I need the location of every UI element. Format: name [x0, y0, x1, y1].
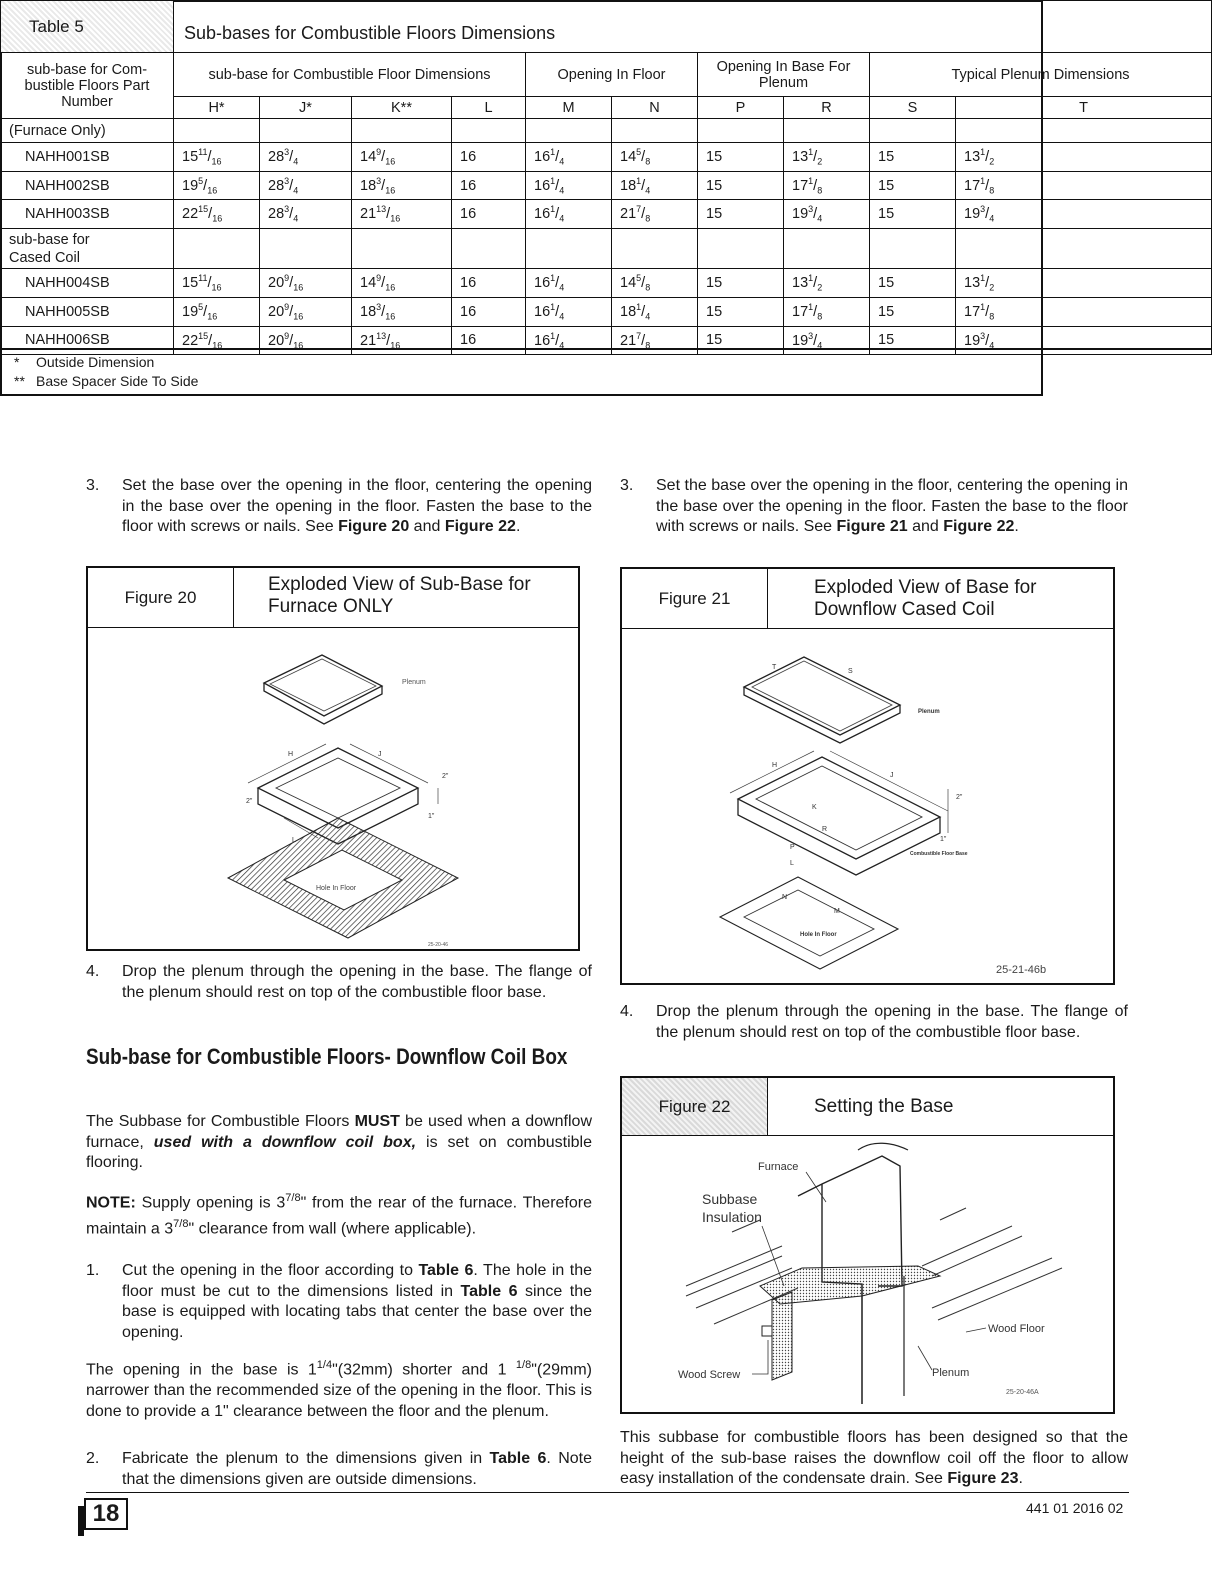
dimension-cell: $14^9/_{16}$ [352, 143, 452, 172]
col-letter: K** [352, 97, 452, 119]
figure-20 [86, 566, 580, 951]
fig20-hole-label: Hole In Floor [316, 885, 357, 892]
dimension-cell: $16^1/_4$ [526, 297, 612, 326]
figure-22-drawing [622, 1136, 1113, 1412]
figure-21-ref[interactable]: Figure 21 [836, 518, 908, 536]
header-plenum: Typical Plenum Dimensions [870, 53, 1212, 97]
dimension-cell: 15 [870, 269, 956, 298]
svg-text:2": 2" [956, 794, 963, 801]
left-paragraph-1: The Subbase for Combustible Floors MUST be used when a downflow furnace, used with a downflow coil box, is set on combustible flooring. [86, 1113, 593, 1172]
fig22-insulation-label: Insulation [702, 1209, 762, 1225]
figure-20-title: Exploded View of Sub-Base for Furnace ONLY [268, 574, 531, 617]
left-step-3: 3. Set the base over the opening in the floor, centering the opening in the base over the opening in the floor. Fasten the base to the floor with screws or nails. See Figure 20 and Figure 22. [86, 477, 592, 536]
dimension-cell: $19^5/_{16}$ [174, 297, 260, 326]
svg-text:J: J [890, 772, 894, 779]
dimension-cell: $14^9/_{16}$ [352, 269, 452, 298]
dimension-cell: $14^5/_8$ [612, 269, 698, 298]
svg-text:M: M [834, 908, 840, 915]
fig22-woodscrew-label: Wood Screw [678, 1369, 741, 1381]
fig22-plenum-label: Plenum [932, 1367, 970, 1379]
dimension-cell: $21^7/_8$ [612, 326, 698, 355]
dimension-cell: $19^3/_4$ [784, 200, 870, 229]
dimension-cell: $16^1/_4$ [526, 326, 612, 355]
figure-21 [620, 567, 1115, 985]
fig21-plenum-label: Plenum [918, 709, 940, 715]
fig22-woodfloor-label: Wood Floor [988, 1323, 1045, 1335]
dimension-cell: $20^9/_{16}$ [260, 326, 352, 355]
fig22-code: 25-20-46A [1006, 1389, 1039, 1396]
figure-23-ref[interactable]: Figure 23 [947, 1470, 1019, 1488]
header-part-number: sub-base for Com- bustible Floors Part Number [1, 53, 174, 119]
dimension-cell: $16^1/_4$ [526, 269, 612, 298]
table-footnotes [0, 348, 1212, 391]
dimension-cell: 16 [452, 269, 526, 298]
part-number-cell: NAHH005SB [1, 297, 174, 326]
dimension-cell: 15 [870, 326, 956, 355]
dimension-cell: $19^3/_4$ [784, 326, 870, 355]
dimension-cell: 16 [452, 143, 526, 172]
svg-text:K: K [812, 804, 817, 811]
col-letter: N [612, 97, 698, 119]
figure-21-title: Exploded View of Base for Downflow Cased Coil [814, 577, 1037, 620]
right-paragraph: This subbase for combustible floors has been designed so that the height of the sub-base raises the downflow coil off the floor to allow easy installation of the condensate drain. See Figure 23. [620, 1429, 1128, 1488]
dimension-cell: 16 [452, 200, 526, 229]
dimension-cell: $16^1/_4$ [526, 200, 612, 229]
figure-21-label: Figure 21 [622, 569, 768, 628]
svg-text:2": 2" [246, 798, 253, 805]
svg-text:1": 1" [428, 813, 435, 820]
fig21-hole-label: Hole In Floor [800, 932, 837, 938]
dimension-cell: 15 [870, 297, 956, 326]
dimension-cell: $13^1/_2$ [956, 143, 1212, 172]
dimension-cell: $14^5/_8$ [612, 143, 698, 172]
section-cased-coil: sub-base for Cased Coil [1, 229, 174, 269]
svg-text:P: P [790, 844, 795, 851]
figure-22-title: Setting the Base [814, 1096, 954, 1117]
fig21-code: 25-21-46b [996, 964, 1047, 976]
col-letter: T [956, 97, 1212, 119]
col-letter: M [526, 97, 612, 119]
col-letter: L [452, 97, 526, 119]
figure-20-drawing [88, 628, 578, 948]
header-combustible-dims: sub-base for Combustible Floor Dimensions [174, 53, 526, 97]
svg-text:2": 2" [442, 773, 449, 780]
header-opening-floor: Opening In Floor [526, 53, 698, 97]
dimension-cell: $16^1/_4$ [526, 143, 612, 172]
document-number: 441 01 2016 02 [1026, 1500, 1124, 1516]
dimension-cell: 15 [698, 143, 784, 172]
fig20-code: 25-20-46 [428, 942, 449, 948]
figure-20-label: Figure 20 [88, 568, 234, 627]
table-6-ref[interactable]: Table 6 [418, 1262, 474, 1279]
col-letter: S [870, 97, 956, 119]
col-letter: J* [260, 97, 352, 119]
table-rows-furnace [1, 143, 1212, 229]
table-row [1, 297, 1212, 326]
dimension-cell: $13^1/_2$ [784, 269, 870, 298]
dimension-cell: 15 [698, 297, 784, 326]
left-note: NOTE: Supply opening is $3^{7/8}$" from the rear of the furnace. Therefore maintain a $3^{7/8}$" clearance from wall (where applicable). [86, 1192, 592, 1238]
dimension-cell: 15 [870, 200, 956, 229]
fig22-furnace-label: Furnace [758, 1161, 799, 1173]
part-number-cell: NAHH003SB [1, 200, 174, 229]
dimension-cell: $19^5/_{16}$ [174, 171, 260, 200]
fig20-plenum-label: Plenum [402, 679, 426, 686]
dimension-cell: $20^9/_{16}$ [260, 269, 352, 298]
dimension-cell: $21^{13}/_{16}$ [352, 326, 452, 355]
dimension-cell: $21^7/_8$ [612, 200, 698, 229]
table-label: Table 5 [1, 1, 174, 53]
dimension-cell: $17^1/_8$ [956, 297, 1212, 326]
dimension-cell: $28^3/_4$ [260, 171, 352, 200]
figure-22 [620, 1076, 1115, 1414]
dimension-cell: $17^1/_8$ [784, 297, 870, 326]
dimension-cell: $17^1/_8$ [956, 171, 1212, 200]
dimension-cell: 15 [698, 171, 784, 200]
dimension-cell: 15 [698, 326, 784, 355]
svg-text:S: S [848, 668, 853, 675]
dimension-cell: $22^{15}/_{16}$ [174, 326, 260, 355]
dimension-cell: $20^9/_{16}$ [260, 297, 352, 326]
header-opening-base: Opening In Base For Plenum [698, 53, 870, 97]
left-paragraph-2: The opening in the base is $1^{1/4}"(32mm)$ shorter and 1 $^{1/8}$"(29mm) narrower than the recommended size of the opening in the floor. This is done to provide a 1" clearance between the floor and the plenum. [86, 1359, 592, 1420]
col-letter: H* [174, 97, 260, 119]
part-number-cell: NAHH002SB [1, 171, 174, 200]
dimension-cell: 16 [452, 297, 526, 326]
left-step-1: 1. Cut the opening in the floor according to Table 6. The hole in the floor must be cut to the dimensions listed in Table 6 since the base is equipped with locating tabs that center the base over the opening. [86, 1262, 593, 1341]
dimension-cell: 15 [870, 143, 956, 172]
dimension-cell: $13^1/_2$ [956, 269, 1212, 298]
dimension-cell: $21^{13}/_{16}$ [352, 200, 452, 229]
part-number-cell: NAHH006SB [1, 326, 174, 355]
dimension-cell: $22^{15}/_{16}$ [174, 200, 260, 229]
dimension-cell: $15^{11}/_{16}$ [174, 143, 260, 172]
col-letter: R [784, 97, 870, 119]
svg-text:N: N [782, 894, 788, 901]
svg-text:R: R [822, 826, 828, 833]
left-step-2: 2. Fabricate the plenum to the dimensions given in Table 6. Note that the dimensions given are outside dimensions. [86, 1450, 593, 1488]
dimension-cell: $18^3/_{16}$ [352, 171, 452, 200]
right-step-4: 4. Drop the plenum through the opening in the base. The flange of the plenum should rest on top of the combustible floor base. [620, 1003, 1128, 1041]
dimension-cell: $19^3/_4$ [956, 326, 1212, 355]
col-letter: P [698, 97, 784, 119]
dimension-cell: 15 [698, 269, 784, 298]
figure-20-ref[interactable]: Figure 20 [338, 518, 410, 536]
dimension-cell: 15 [870, 171, 956, 200]
dimension-cell: 16 [452, 171, 526, 200]
table-row [1, 269, 1212, 298]
dimension-cell: $17^1/_8$ [784, 171, 870, 200]
table-row [1, 200, 1212, 229]
fig22-subbase-label: Subbase [702, 1191, 758, 1207]
dimension-cell: $28^3/_4$ [260, 200, 352, 229]
svg-text:L: L [292, 837, 296, 844]
table-title: Sub-bases for Combustible Floors Dimensions [174, 1, 1212, 53]
figure-21-drawing [622, 629, 1113, 983]
dimension-cell: $18^1/_4$ [612, 171, 698, 200]
section-furnace-only: (Furnace Only) [1, 119, 174, 143]
part-number-cell: NAHH004SB [1, 269, 174, 298]
dimension-cell: 15 [698, 200, 784, 229]
footnote-1: * Outside Dimension [14, 354, 155, 370]
section-heading: Sub-base for Combustible Floors- Downflow Coil Box [86, 1044, 568, 1069]
figure-22-ref[interactable]: Figure 22 [943, 518, 1015, 536]
page-number: 18 [84, 1498, 128, 1530]
fig21-combustible-label: Combustible Floor Base [910, 851, 968, 857]
table-row [1, 143, 1212, 172]
table-6-ref[interactable]: Table 6 [460, 1282, 518, 1300]
dimension-cell: $19^3/_4$ [956, 200, 1212, 229]
dimension-cell: $18^1/_4$ [612, 297, 698, 326]
svg-text:L: L [790, 860, 794, 867]
dimension-cell: $28^3/_4$ [260, 143, 352, 172]
svg-text:H: H [288, 751, 294, 758]
dimension-cell: $15^{11}/_{16}$ [174, 269, 260, 298]
table-5 [0, 0, 1130, 396]
dimension-cell: 16 [452, 326, 526, 355]
table-6-ref[interactable]: Table 6 [489, 1450, 547, 1467]
figure-22-ref[interactable]: Figure 22 [444, 518, 516, 536]
table-5-grid [0, 0, 1212, 355]
svg-text:H: H [772, 762, 778, 769]
footnote-2: ** Base Spacer Side To Side [14, 373, 199, 389]
left-step-4: 4. Drop the plenum through the opening in the base. The flange of the plenum should rest on top of the combustible floor base. [86, 963, 592, 1001]
dimension-cell: $16^1/_4$ [526, 171, 612, 200]
svg-text:J: J [378, 751, 382, 758]
dimension-cell: $18^3/_{16}$ [352, 297, 452, 326]
svg-text:T: T [772, 664, 777, 671]
table-row [1, 171, 1212, 200]
svg-text:1": 1" [940, 836, 947, 843]
right-step-3: 3. Set the base over the opening in the floor, centering the opening in the base over the opening in the floor. Fasten the base to the floor with screws or nails. See Figure 21 and Figure 22. [620, 477, 1128, 536]
figure-22-label: Figure 22 [622, 1078, 768, 1135]
table-rows-cased-coil [1, 269, 1212, 355]
dimension-cell: $13^1/_2$ [784, 143, 870, 172]
part-number-cell: NAHH001SB [1, 143, 174, 172]
footer-rule [86, 1492, 1129, 1493]
